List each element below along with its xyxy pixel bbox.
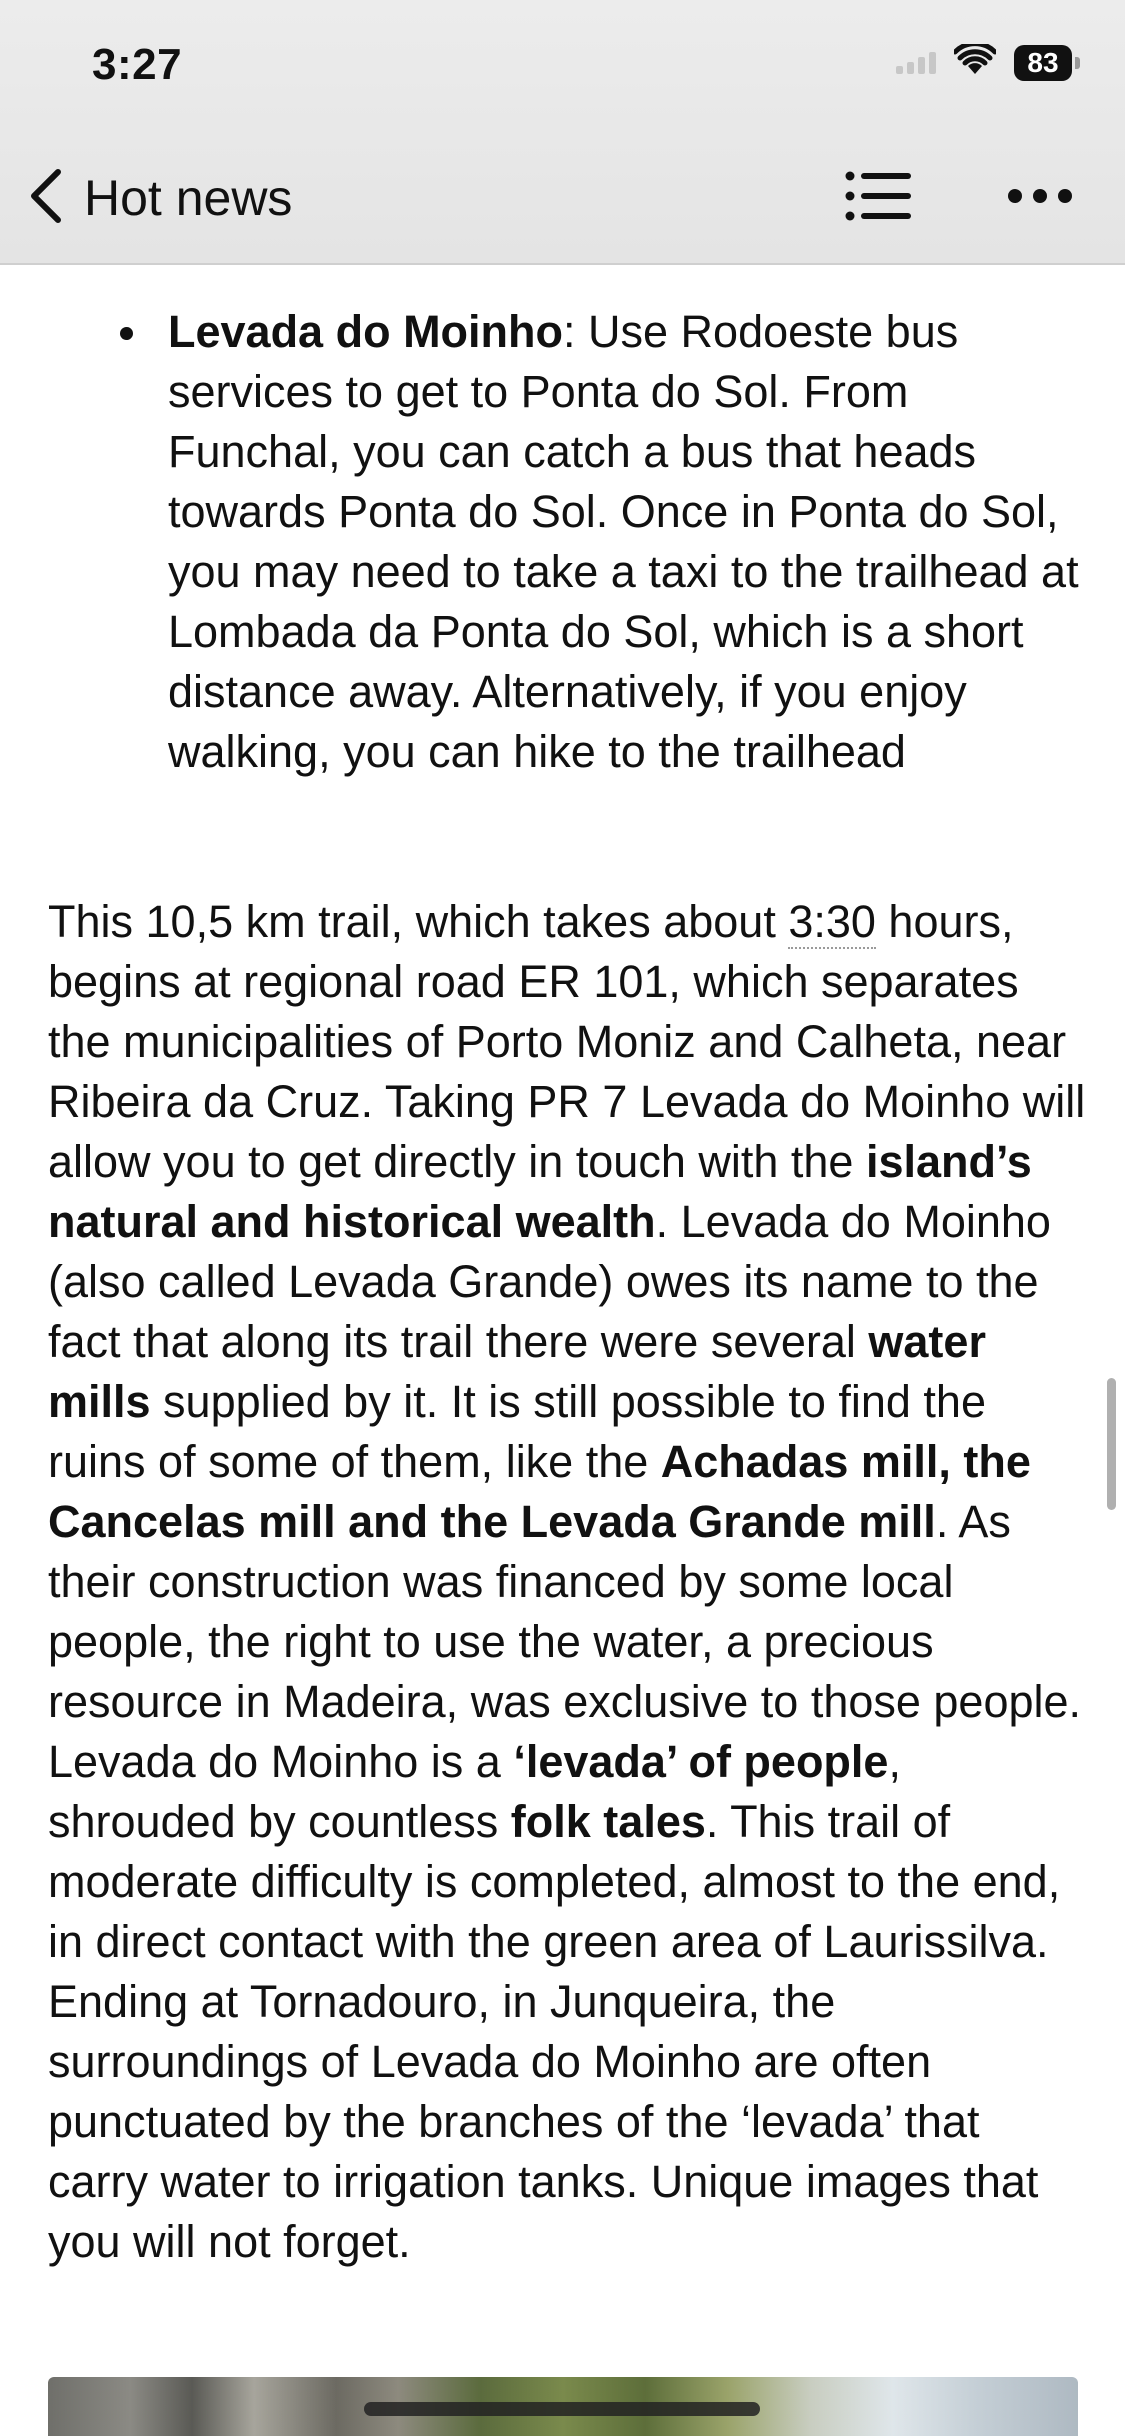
- article-paragraph: [48, 892, 1088, 2272]
- list-item: [168, 302, 1088, 782]
- list-icon: [845, 171, 911, 226]
- paragraph-text: . As their construction was financed by some local people, the right to use the water, a precious resource in Madeira, was exclusive to those people. Levada do Moinho is a: [48, 1496, 1082, 1787]
- chevron-left-icon: [26, 166, 66, 231]
- wifi-icon: [954, 44, 996, 81]
- bold-phrase: ‘levada’ of people: [513, 1736, 889, 1787]
- status-icons: [896, 44, 1080, 81]
- paragraph-text: , shrouded by countless: [48, 1736, 901, 1847]
- signal-icon: [896, 52, 936, 74]
- home-indicator[interactable]: [364, 2402, 760, 2416]
- battery-level: 83: [1014, 45, 1072, 81]
- bullet-list: [0, 302, 1125, 782]
- paragraph-text: This 10,5 km trail, which takes about: [48, 896, 789, 947]
- paragraph-text: . Levada do Moinho (also called Levada Grande) owes its name to the fact that along its trail there were several: [48, 1196, 1051, 1367]
- top-bar: [0, 0, 1125, 265]
- bold-phrase: water mills: [48, 1316, 986, 1427]
- back-button[interactable]: [26, 162, 292, 234]
- article-content: [0, 265, 1125, 2436]
- bold-phrase: Achadas mill, the Cancelas mill and the Levada Grande mill: [48, 1436, 1031, 1547]
- bold-phrase: folk tales: [510, 1796, 706, 1847]
- list-button[interactable]: [838, 162, 918, 234]
- bullet-dot: [120, 327, 133, 340]
- back-label: Hot news: [84, 170, 293, 226]
- more-button[interactable]: [1000, 162, 1080, 234]
- ellipsis-icon: [1007, 188, 1073, 209]
- bullet-text: : Use Rodoeste bus services to get to Ponta do Sol. From Funchal, you can catch a bus that heads towards Ponta do Sol. Once in Ponta do Sol, you may need to take a taxi to the trailhead at Lombada da Ponta do Sol, which is a short distance away. Alternatively, if you enjoy walking, you can hike to the trailhead: [168, 306, 1079, 777]
- duration-link[interactable]: 3:30: [788, 896, 876, 947]
- bullet-title: Levada do Moinho: [168, 306, 564, 357]
- paragraph-text: hours, begins at regional road ER 101, which separates the municipalities of Porto Moniz and Calheta, near Ribeira da Cruz. Taking PR 7 Levada do Moinho will allow you to get directly in touch with the: [48, 896, 1086, 1187]
- battery-icon: [1014, 45, 1080, 81]
- paragraph-text: supplied by it. It is still possible to find the ruins of some of them, like the: [48, 1376, 986, 1487]
- bold-phrase: island’s natural and historical wealth: [48, 1136, 1032, 1247]
- status-time: 3:27: [92, 40, 183, 89]
- paragraph-text: . This trail of moderate difficulty is completed, almost to the end, in direct contact with the green area of Laurissilva. Ending at Tornadouro, in Junqueira, the surroundings of Levada do Moinho are often punctuated by the branches of the ‘levada’ that carry water to irrigation tanks. Unique images that you will not forget.: [48, 1796, 1061, 2267]
- scrollbar[interactable]: [1107, 1378, 1116, 1510]
